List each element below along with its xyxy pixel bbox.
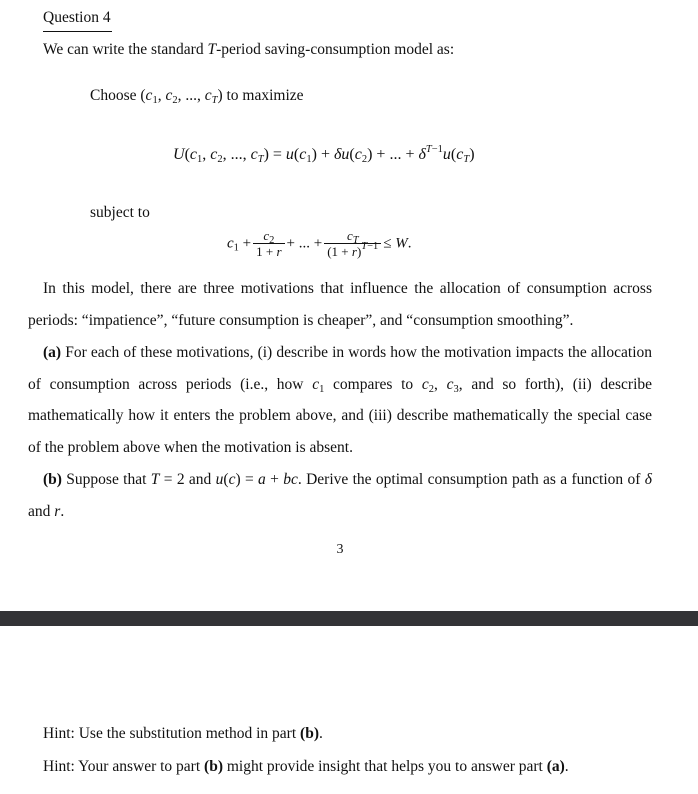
question-heading: Question 4	[43, 9, 111, 26]
part-a-label: (a)	[43, 344, 62, 361]
hint-1-bold: (b)	[300, 725, 319, 742]
hint-2-bold: (b)	[204, 758, 223, 775]
hint-2-pre: Hint: Your answer to part	[43, 758, 205, 775]
hint-1-pre: Hint: Use the substitution method in part	[43, 725, 301, 742]
choose-label: Choose	[90, 87, 141, 104]
part-b-end: .	[60, 502, 65, 520]
intro-line	[43, 41, 454, 59]
part-b-paragraph: (b) Suppose that T = 2 and u(c) = a + bc. Derive the optimal consumption path as a function of δ and r.	[28, 471, 652, 520]
hint-2-bold-2: (a)	[546, 758, 565, 775]
intro-var: T	[207, 41, 217, 58]
hint-1	[43, 725, 323, 743]
hint-2	[43, 758, 569, 776]
part-a-text-1: For each of these motivations, (i) describe in words how the motivation impacts the allocation of consumption across periods (i.e., how	[28, 344, 652, 393]
intro-post: -period saving-consumption model as:	[216, 41, 455, 58]
choose-vars-math: ($c_1$, $c_2$, ..., $c_T$)	[140, 87, 223, 106]
part-b-text-1: Suppose that	[61, 471, 151, 488]
fraction-c2: $\frac{c_2}{1 + r}$	[253, 228, 284, 260]
part-b-text-3: and	[28, 502, 55, 520]
page-number: 3	[336, 542, 344, 557]
budget-constraint: $c_1$ + $\frac{c_2}{1 + r}$ + ... + $\frac{c_T}{(1 + r)^{T-1}}$ ≤ W.	[227, 228, 412, 259]
hint-2-mid: might provide insight that helps you to answer part	[222, 758, 547, 775]
part-b-text-2: . Derive the optimal consumption path as a function of	[297, 471, 645, 488]
part-b-label: (b)	[43, 471, 62, 488]
choose-post: to maximize	[222, 87, 304, 104]
motivations-paragraph: In this model, there are three motivations that influence the allocation of consumption across periods: “impatience”, “future consumption is cheaper”, and “consumption smoothing”.	[28, 280, 652, 329]
fraction-cT: $\frac{c_T}{(1 + r)^{T-1}}$	[324, 228, 381, 260]
page-divider-bar	[0, 611, 698, 626]
part-a-text-2: compares to	[324, 375, 422, 393]
hint-1-post: .	[318, 725, 323, 742]
heading-underline	[43, 31, 112, 32]
hint-2-post: .	[564, 758, 569, 775]
objective-formula: $U(c_1$, $c_2$, ..., $c_T) = u(c_1) + \delta u(c_2)$ + ... + $\delta^{T-1}u(c_T)$	[173, 144, 475, 165]
choose-line	[90, 87, 304, 105]
intro-pre: We can write the standard	[43, 41, 208, 58]
part-a-text-3: , and so forth), (ii) describe mathematically how it enters the problem above, and (iii) describe mathematically the special case of the problem above when the motivation is absent.	[28, 375, 653, 456]
part-a-paragraph: (a) For each of these motivations, (i) describe in words how the motivation impacts the allocation of consumption across periods (i.e., how $c_1$ compares to $c_2$, $c_3$, and so forth), (ii) describe mathematically how it enters the problem above, and (iii) describe mathematically the special case of the problem above when the motivation is absent.	[28, 344, 653, 456]
subject-to-label: subject to	[90, 204, 150, 221]
